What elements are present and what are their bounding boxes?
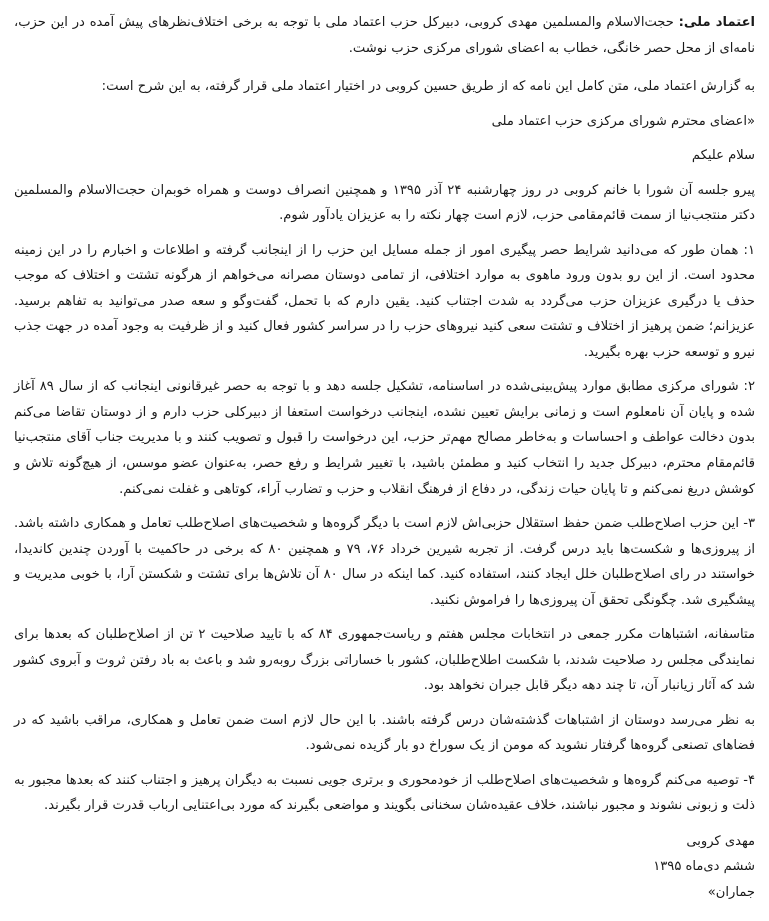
paragraph-point-4: ۴- توصیه می‌کنم گروه‌ها و شخصیت‌های اصلاح‌طلب از خودمحوری و برتری جویی نسبت به دیگران پرهیز و اجتناب کنند که بعدها مجبور به ذلت و زبونی نشوند و مجبور نباشند، خلاف عقیده‌شان سخنانی بگویند و مواضعی بگیرند که مورد بی‌اعتنایی ارباب قدرت قرار بگیرند.: [14, 772, 755, 814]
signature-place: جماران»: [707, 884, 755, 900]
lead-text: حجت‌الاسلام والمسلمین مهدی کروبی، دبیرکل حزب اعتماد ملی با توجه به برخی اختلاف‌نظرهای پیش آمده در این حزب، نامه‌ای از محل حصر خانگی، خطاب به اعضای شورای مرکزی حزب نوشت.: [14, 15, 755, 56]
paragraph-point-2: ۲: شورای مرکزی مطابق موارد پیش‌بینی‌شده در اساسنامه، تشکیل جلسه دهد و با توجه به حصر غیرقانونی اینجانب که از سال ۸۹ آغاز شده و پایان آن نامعلوم است و زمانی برایش تعیین نشده، اینجانب درخواست استعفا از دبیرکلی حزب دارم و از دوستان تقاضا می‌کنم بدون دخالت عواطف و احساسات و به‌خاطر مصالح مهم‌تر حزب، این درخواست را قبول و تصویب کنند و با مدیریت جناب آقای منتجب‌نیا قائم‌مقام محترم، دبیرکل جدید را انتخاب کنید و مطمئن باشید، با تغییر شرایط و رفع حصر، به‌عنوان عضو موسس، از هیچ‌گونه تلاش و کوشش دریغ نمی‌کنم و تا پایان حیات زندگی، در دفاع از فرهنگ انقلاب و حزب و تضارب آراء، کوتاهی و غفلت نمی‌کنم.: [14, 379, 755, 497]
paragraph-point-3-note: به نظر می‌رسد دوستان از اشتباهات گذشته‌شان درس گرفته باشند. با این حال لازم است ضمن تعامل و همکاری، مراقب باشید که در فضاهای تصنعی گروه‌ها گرفتار نشوید که مومن از یک سوراخ دو بار گزیده نمی‌شود.: [14, 712, 755, 754]
paragraph-point-3: ۳- این حزب اصلاح‌طلب ضمن حفظ استقلال حزبی‌اش لازم است با دیگر گروه‌ها و شخصیت‌های اصلاح‌طلب تعامل و همکاری داشته باشد. از پیروزی‌ها و شکست‌ها باید درس گرفت. از تجربه شیرین خرداد ۷۶، ۷۹ و همچنین ۸۰ که برخی در حاکمیت با آوردن چندین کاندیدا، خواستند در رای اصلاح‌طلبان خلل ایجاد کنند، استفاده کنید. کما اینکه در سال ۸۰ آن تلاش‌ها برای تشتت و شکستن آرا، با خوبی مدیریت و پیشگیری شد. چگونگی تحقق آن پیروزی‌ها را فراموش نکنید.: [14, 516, 756, 608]
paragraph-greeting: سلام علیکم: [691, 148, 755, 164]
paragraph-preamble: پیرو جلسه آن شورا با خانم کروبی در روز چهارشنبه ۲۴ آذر ۱۳۹۵ و همچنین انصراف دوست و همراه خوبم‌ان حجت‌الاسلام والمسلمین دکتر منتجب‌نیا از سمت قائم‌مقامی حزب، لازم است چهار نکته را به عزیزان یادآور شوم.: [14, 182, 755, 224]
lead-paragraph: [14, 10, 755, 61]
paragraph-point-1: ۱: همان طور که می‌دانید شرایط حصر پیگیری امور از جمله مسایل این حزب را از اینجانب گرفته و اطلاعات و اخبارم را در این زمینه محدود است. از این رو بدون ورود ماهوی به موارد اختلافی، از تمامی دوستان مصرانه می‌خواهم از هرگونه تشتت و اختلاف که موجب حذف یا درگیری عزیزان حزب می‌گردد به شدت اجتناب کنید. یقین دارم که با تحمل، گفت‌وگو و سعه صدر می‌توانید به تفاهم برسید. عزیزانم؛ ضمن پرهیز از اختلاف و تشتت سعی کنید نیروهای حزب را در سراسر کشور فعال کنید و از ظرفیت به وجود آمده در جهت جذب نیرو و توسعه حزب بهره بگیرید.: [14, 242, 755, 360]
signature-date: ششم دی‌ماه ۱۳۹۵: [653, 859, 755, 875]
lead-source-label: اعتماد ملی:: [678, 15, 756, 30]
paragraph-point-3-continued: متاسفانه، اشتباهات مکرر جمعی در انتخابات مجلس هفتم و ریاست‌جمهوری ۸۴ که با تایید صلاحیت ۲ تن از اصلاح‌طلبان که بعدها برای نمایندگی مجلس رد صلاحیت شدند، با شکست اطلاح‌طلبان، کشور با خساراتی بزرگ روبه‌رو شد و باعث به باد رفتن ثروت و آبروی کشور شد که آثار زیانبار آن، تا چند دهه دیگر قابل جبران نخواهد بود.: [14, 627, 755, 694]
signature-name: مهدی کروبی: [686, 833, 755, 849]
paragraph-intro: به گزارش اعتماد ملی، متن کامل این نامه که از طریق حسین کروبی در اختیار اعتماد ملی قرار گرفته، به این شرح است:: [101, 79, 755, 95]
signature-block: [14, 829, 755, 906]
paragraph-salutation-addressee: «اعضای محترم شورای مرکزی حزب اعتماد ملی: [491, 113, 755, 129]
